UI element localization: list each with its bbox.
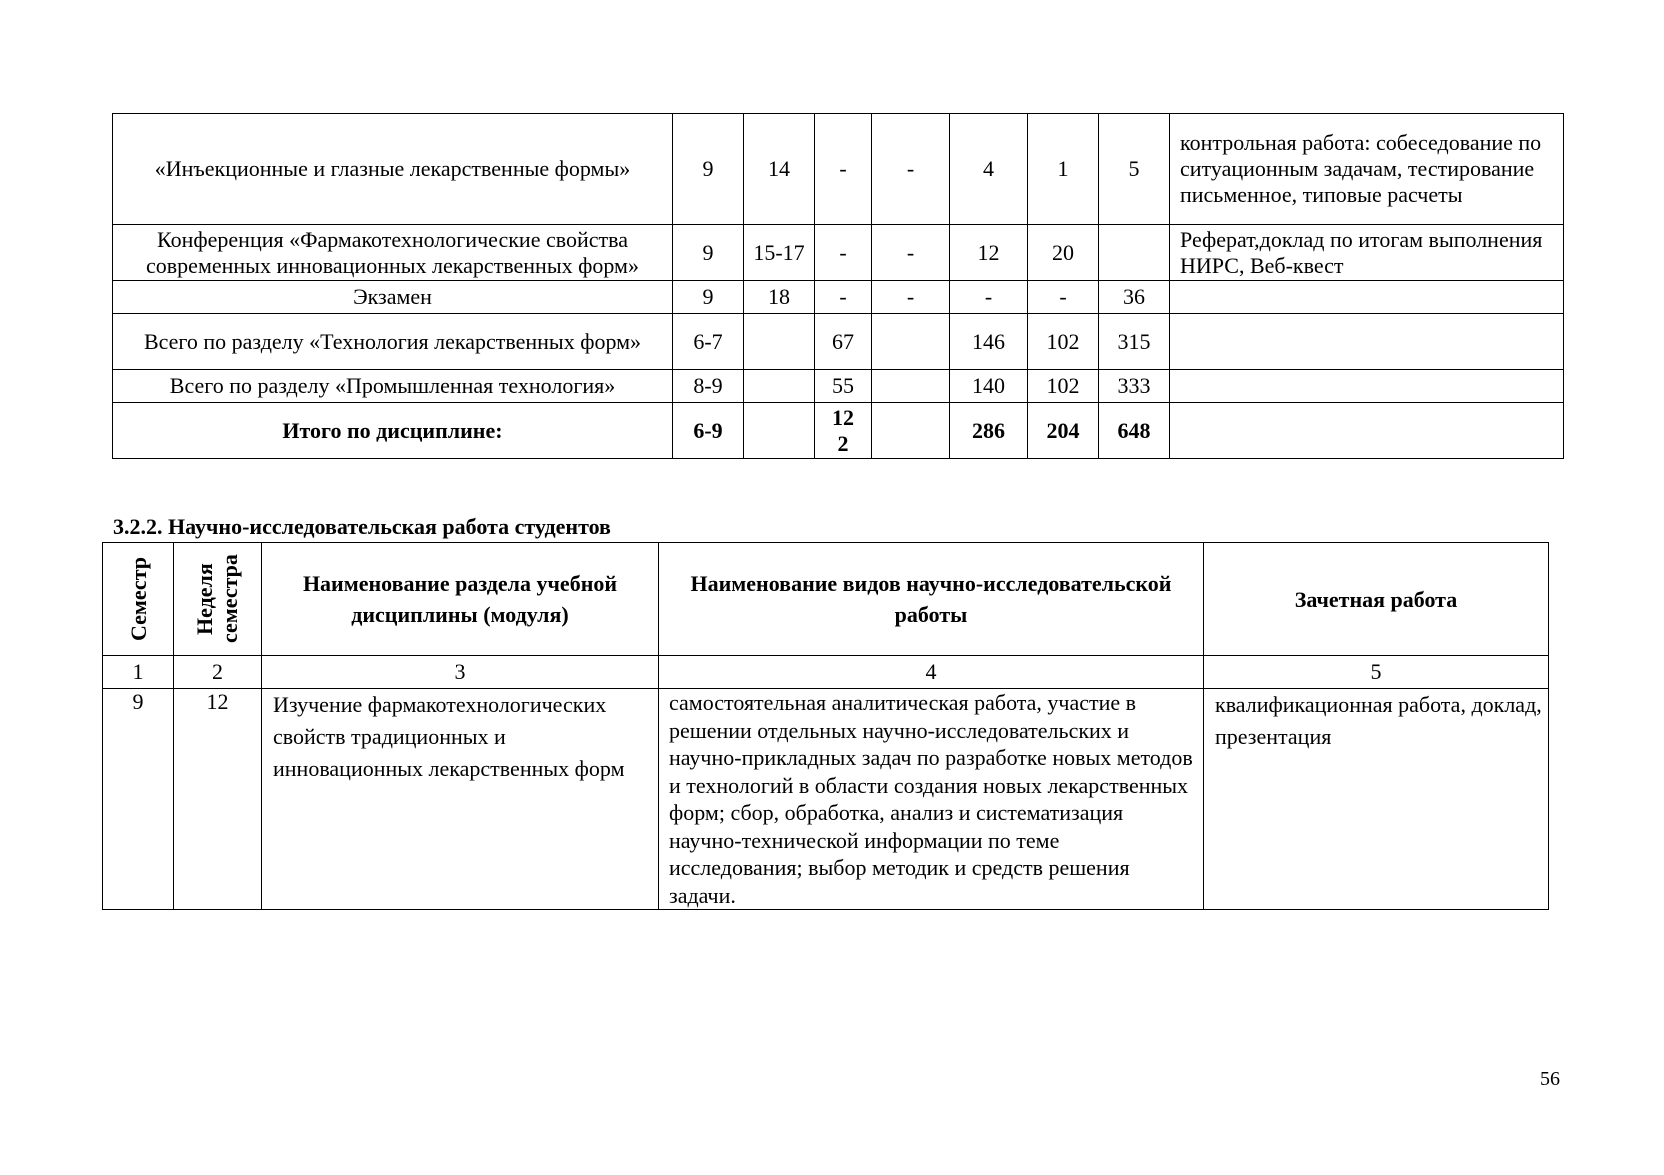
cell: 14 [744,114,815,225]
cell [872,370,950,403]
cell: 102 [1028,370,1099,403]
table-row [103,689,1549,910]
cell: 146 [950,314,1028,370]
cell [872,314,950,370]
column-number: 1 [103,656,174,689]
cell: - [1028,281,1099,314]
cell: 102 [1028,314,1099,370]
cell: - [950,281,1028,314]
section-name-cell: Изучение фармакотехнологических свойств традиционных и инновационных лекарственных форм [262,689,659,910]
row-name: «Инъекционные и глазные лекарственные формы» [113,114,673,225]
credit-work-header: Зачетная работа [1204,543,1549,656]
research-types-header: Наименование видов научно-исследовательской работы [659,543,1204,656]
column-number: 5 [1204,656,1549,689]
cell: - [872,281,950,314]
cell: 36 [1099,281,1170,314]
week-cell: 12 [174,689,262,910]
cell: - [815,114,872,225]
control-form: Реферат,доклад по итогам выполнения НИРС, Веб-квест [1170,225,1564,281]
cell: 315 [1099,314,1170,370]
table-row [113,281,1564,314]
column-number: 4 [659,656,1204,689]
section-name-header: Наименование раздела учебной дисциплины (модуля) [262,543,659,656]
cell: 648 [1099,403,1170,459]
research-work-table [102,542,1549,910]
cell: - [872,114,950,225]
row-name: Экзамен [113,281,673,314]
cell: - [815,281,872,314]
semester-header: Семестр [103,543,174,656]
cell: 140 [950,370,1028,403]
cell: 9 [673,114,744,225]
cell: 9 [673,225,744,281]
table-row [113,114,1564,225]
header-row [103,543,1549,656]
cell: - [872,225,950,281]
cell: 4 [950,114,1028,225]
semester-cell: 9 [103,689,174,910]
page-number: 56 [1540,1068,1560,1090]
control-form [1170,403,1564,459]
cell: 12 [950,225,1028,281]
total-row [113,403,1564,459]
cell [744,370,815,403]
row-name: Всего по разделу «Технология лекарственных форм» [113,314,673,370]
cell: 55 [815,370,872,403]
week-header: Неделя семестра [174,543,262,656]
control-form: контрольная работа: собеседование по ситуационным задачам, тестирование письменное, типовые расчеты [1170,114,1564,225]
row-name: Всего по разделу «Промышленная технология» [113,370,673,403]
cell: 5 [1099,114,1170,225]
cell: 333 [1099,370,1170,403]
cell: 15-17 [744,225,815,281]
column-number: 3 [262,656,659,689]
table-row [113,314,1564,370]
cell: 18 [744,281,815,314]
control-form [1170,281,1564,314]
cell: 6-7 [673,314,744,370]
table-row [113,225,1564,281]
credit-work-cell: квалификационная работа, доклад, презентация [1204,689,1549,910]
table-row [113,370,1564,403]
cell: 286 [950,403,1028,459]
cell: 9 [673,281,744,314]
cell: 1 [1028,114,1099,225]
cell: 20 [1028,225,1099,281]
column-number: 2 [174,656,262,689]
cell [1099,225,1170,281]
section-heading: 3.2.2. Научно-исследовательская работа студентов [113,514,611,539]
cell: - [815,225,872,281]
control-form [1170,370,1564,403]
cell [744,314,815,370]
cell: 204 [1028,403,1099,459]
row-name: Конференция «Фармакотехнологические свойства современных инновационных лекарственных форм» [113,225,673,281]
cell: 122 [815,403,872,459]
cell: 8-9 [673,370,744,403]
row-name: Итого по дисциплине: [113,403,673,459]
column-numbers-row [103,656,1549,689]
cell: 67 [815,314,872,370]
research-types-cell: самостоятельная аналитическая работа, участие в решении отдельных научно-исследовательских и научно-прикладных задач по разработке новых методов и технологий в области создания новых лекарственных форм; сбор, обработка, анализ и систематизация научно-технической информации по теме исследования; выбор методик и средств решения задачи. [659,689,1204,910]
cell: 6-9 [673,403,744,459]
cell [872,403,950,459]
control-form [1170,314,1564,370]
cell [744,403,815,459]
discipline-hours-table [112,113,1564,459]
